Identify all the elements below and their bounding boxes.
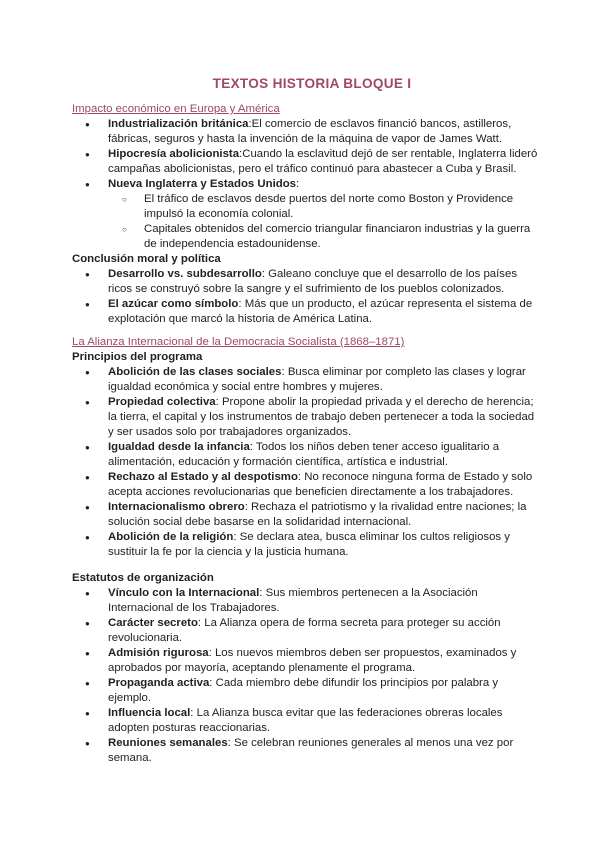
list-item: [72, 586, 540, 616]
item-bold-label: Desarrollo vs. subdesarrollo: [108, 268, 262, 280]
item-text: :El comercio de esclavos financió bancos, astilleros, fábricas, seguros y hasta la invención de la máquina de vapor de James Watt.: [108, 118, 512, 145]
page-title: TEXTOS HISTORIA BLOQUE I: [212, 76, 412, 91]
list-item: [72, 616, 540, 646]
item-bold-label: Propiedad colectiva: [108, 396, 216, 408]
list-item: [72, 117, 540, 147]
item-text: : Cada miembro debe difundir los principios por palabra y ejemplo.: [108, 677, 499, 704]
list-item: [72, 676, 540, 706]
list-item: [72, 736, 540, 766]
list-item: [72, 267, 540, 297]
item-text: : Se declara atea, busca eliminar los cultos religiosos y sustituir la fe por la ciencia y la justicia humana.: [108, 531, 510, 558]
list-item: [72, 646, 540, 676]
item-bold-label: Carácter secreto: [108, 617, 198, 629]
item-bold-label: Abolición de las clases sociales: [108, 366, 282, 378]
item-text: : Rechaza el patriotismo y la rivalidad entre naciones; la solución social debe basarse en la solidaridad internacional.: [108, 501, 527, 528]
item-text: : No reconoce ninguna forma de Estado y solo acepta acciones revolucionarias que beneficien directamente a los trabajadores.: [108, 471, 533, 498]
item-bold-label: Reuniones semanales: [108, 737, 228, 749]
item-text: : La Alianza opera de forma secreta para proteger su acción revolucionaria.: [108, 617, 501, 644]
conclusion-list: [72, 267, 540, 327]
subheading-principios: Principios del programa: [72, 351, 203, 363]
list-item: [72, 530, 540, 560]
impacto-list: [72, 117, 540, 252]
item-text: :Cuando la esclavitud dejó de ser rentable, Inglaterra lideró campañas abolicionistas, pero el tráfico continuó para abastecer a Cuba y Brasil.: [108, 148, 538, 175]
list-item: [72, 395, 540, 440]
estatutos-list: [72, 586, 540, 766]
list-item: [72, 365, 540, 395]
item-bold-label: Industrialización británica: [108, 118, 249, 130]
item-text: : Sus miembros pertenecen a la Asociación Internacional de los Trabajadores.: [108, 587, 478, 614]
item-bold-label: Abolición de la religión: [108, 531, 234, 543]
item-bold-label: Nueva Inglaterra y Estados Unidos: [108, 178, 297, 190]
list-item: [72, 147, 540, 177]
item-text: : Se celebran reuniones generales al menos una vez por semana.: [108, 737, 514, 764]
list-item: [72, 500, 540, 530]
sub-list: [108, 192, 540, 252]
list-item: [72, 440, 540, 470]
item-text: :: [296, 178, 300, 190]
item-bold-label: El azúcar como símbolo: [108, 298, 239, 310]
item-bold-label: Hipocresía abolicionista: [108, 148, 240, 160]
section-heading-alianza: La Alianza Internacional de la Democracia Socialista (1868–1871): [72, 336, 405, 348]
list-item: [72, 706, 540, 736]
item-bold-label: Influencia local: [108, 707, 191, 719]
list-item: [72, 177, 540, 252]
item-bold-label: Internacionalismo obrero: [108, 501, 245, 513]
item-text: : Todos los niños deben tener acceso igualitario a alimentación, educación y formación científica, artística e industrial.: [108, 441, 500, 468]
item-text: : La Alianza busca evitar que las federaciones obreras locales adopten posturas reaccionarias.: [108, 707, 503, 734]
item-text: : Más que un producto, el azúcar representa el sistema de explotación que marcó la historia de América Latina.: [108, 298, 533, 325]
subheading-conclusion: Conclusión moral y política: [72, 253, 221, 265]
item-text: : Propone abolir la propiedad privada y el derecho de herencia; la tierra, el capital y los instrumentos de trabajo deben pertenecer a toda la sociedad y ser usados solo por trabajadores organizados.: [108, 396, 535, 438]
item-bold-label: Vínculo con la Internacional: [108, 587, 260, 599]
item-text: : Los nuevos miembros deben ser propuestos, examinados y aprobados por mayoría, aceptando plenamente el programa.: [108, 647, 517, 674]
item-bold-label: Admisión rigurosa: [108, 647, 209, 659]
sub-list-item: ○ El tráfico de esclavos desde puertos del norte como Boston y Providence impulsó la economía colonial.: [72, 192, 540, 222]
item-bold-label: Propaganda activa: [108, 677, 210, 689]
item-text: : Busca eliminar por completo las clases y lograr igualdad económica y social entre hombres y mujeres.: [108, 366, 526, 393]
principios-list: [72, 365, 540, 560]
item-bold-label: Rechazo al Estado y al despotismo: [108, 471, 298, 483]
sub-list-item: ○ Capitales obtenidos del comercio triangular financiaron industrias y la guerra de independencia estadounidense.: [72, 222, 540, 252]
section-heading-impacto: Impacto económico en Europa y América: [72, 103, 280, 115]
item-bold-label: Igualdad desde la infancia: [108, 441, 250, 453]
list-item: [72, 297, 540, 327]
subheading-estatutos: Estatutos de organización: [72, 572, 214, 584]
list-item: [72, 470, 540, 500]
item-text: : Galeano concluye que el desarrollo de los países ricos se construyó sobre la sangre y el sufrimiento de los pueblos colonizados.: [108, 268, 518, 295]
